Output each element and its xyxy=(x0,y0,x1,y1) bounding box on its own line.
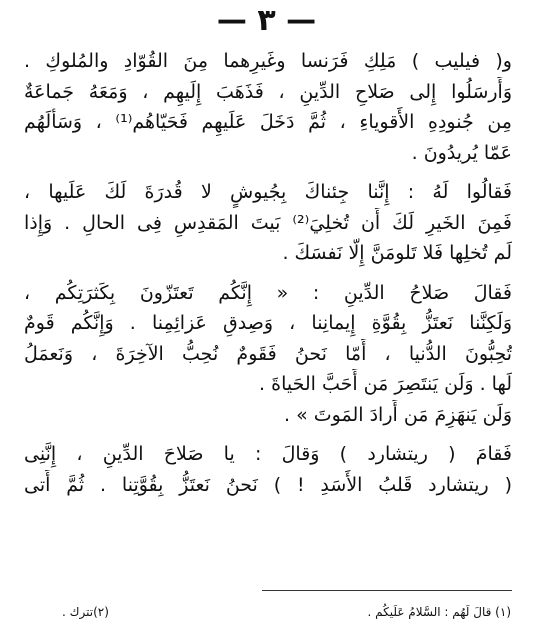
text-line: لَها . وَلَن يَنتَصِرَ مَن أَحَبَّ الحَياةَ . xyxy=(259,373,512,395)
footnote-divider xyxy=(262,590,512,591)
text-line: ( ريتشارد قَلبُ الأَسَدِ ! ) نَحنُ نَعتَزُّ بِقُوَّتِنا . ثُمَّ أَتى xyxy=(24,473,512,496)
text-line: تُحِبُّونَ الدُّنيا ، أَمّا نَحنُ فَقَومٌ نُحِبُّ الآخِرَةَ ، وَنَعمَلُ xyxy=(24,342,512,365)
text-line: فَمِنَ الخَيرِ لَكَ أَن تُخلِيَ⁽²⁾ بَيتَ المَقدِسِ فِى الحالِ . وَإِذا xyxy=(24,211,512,234)
text-line: فَقامَ ( ريتشارد ) وَقالَ : يا صَلاحَ الدِّينِ ، إِنَّنِى xyxy=(24,443,512,465)
text-line: وَلَن يَنهَزِمَ مَن أَرادَ المَوتَ » . xyxy=(284,403,512,426)
paragraph-gap xyxy=(24,269,512,278)
page-number-header: — ٣ — xyxy=(216,3,317,38)
body-text xyxy=(24,46,512,500)
text-line: فَقالُوا لَهُ : إِنَّنا جِئناكَ بِجُيوشٍ لا قُدرَةَ لَكَ عَلَيها ، xyxy=(24,181,512,203)
text-line: وَأَرسَلُوا إِلى صَلاحِ الدِّينِ ، فَذَهَبَ إِلَيهِم ، وَمَعَهُ جَماعَةٌ xyxy=(24,80,512,103)
paragraph-gap xyxy=(24,168,512,177)
text-line: لَم تُخلِها فَلا تَلومَنَّ إِلّا نَفسَكَ . xyxy=(282,242,512,264)
paragraph-gap xyxy=(24,430,512,439)
footnote-2: (٢)تترك . xyxy=(62,605,109,619)
text-line: فَقالَ صَلاحُ الدِّينِ : « إِنَّكُم تَعتَزّونَ بِكَثرَتِكُم ، xyxy=(24,281,512,304)
text-line: و( فيليب ) مَلِكِ فَرَنسا وغَيرِهما مِنَ القُوّادِ والمُلوكِ . xyxy=(24,50,512,72)
text-line: عَمّا يُريدُونَ . xyxy=(411,141,512,164)
text-line: وَلَكِنَّنا نَعتَزُّ بِقُوَّةِ إِيمانِنا ، وَصِدقِ عَزائِمِنا . وَإِنَّكُم قَومٌ xyxy=(24,312,512,334)
text-line: مِن جُنودِهِ الأَقوياءِ ، ثُمَّ دَخَلَ عَلَيهِم فَحَيّاهُم⁽¹⁾ ، وَسَأَلَهُم xyxy=(24,111,512,133)
footnote-1: (١) قالَ لَهُم : السَّلامُ عَلَيكُم . xyxy=(367,605,511,619)
